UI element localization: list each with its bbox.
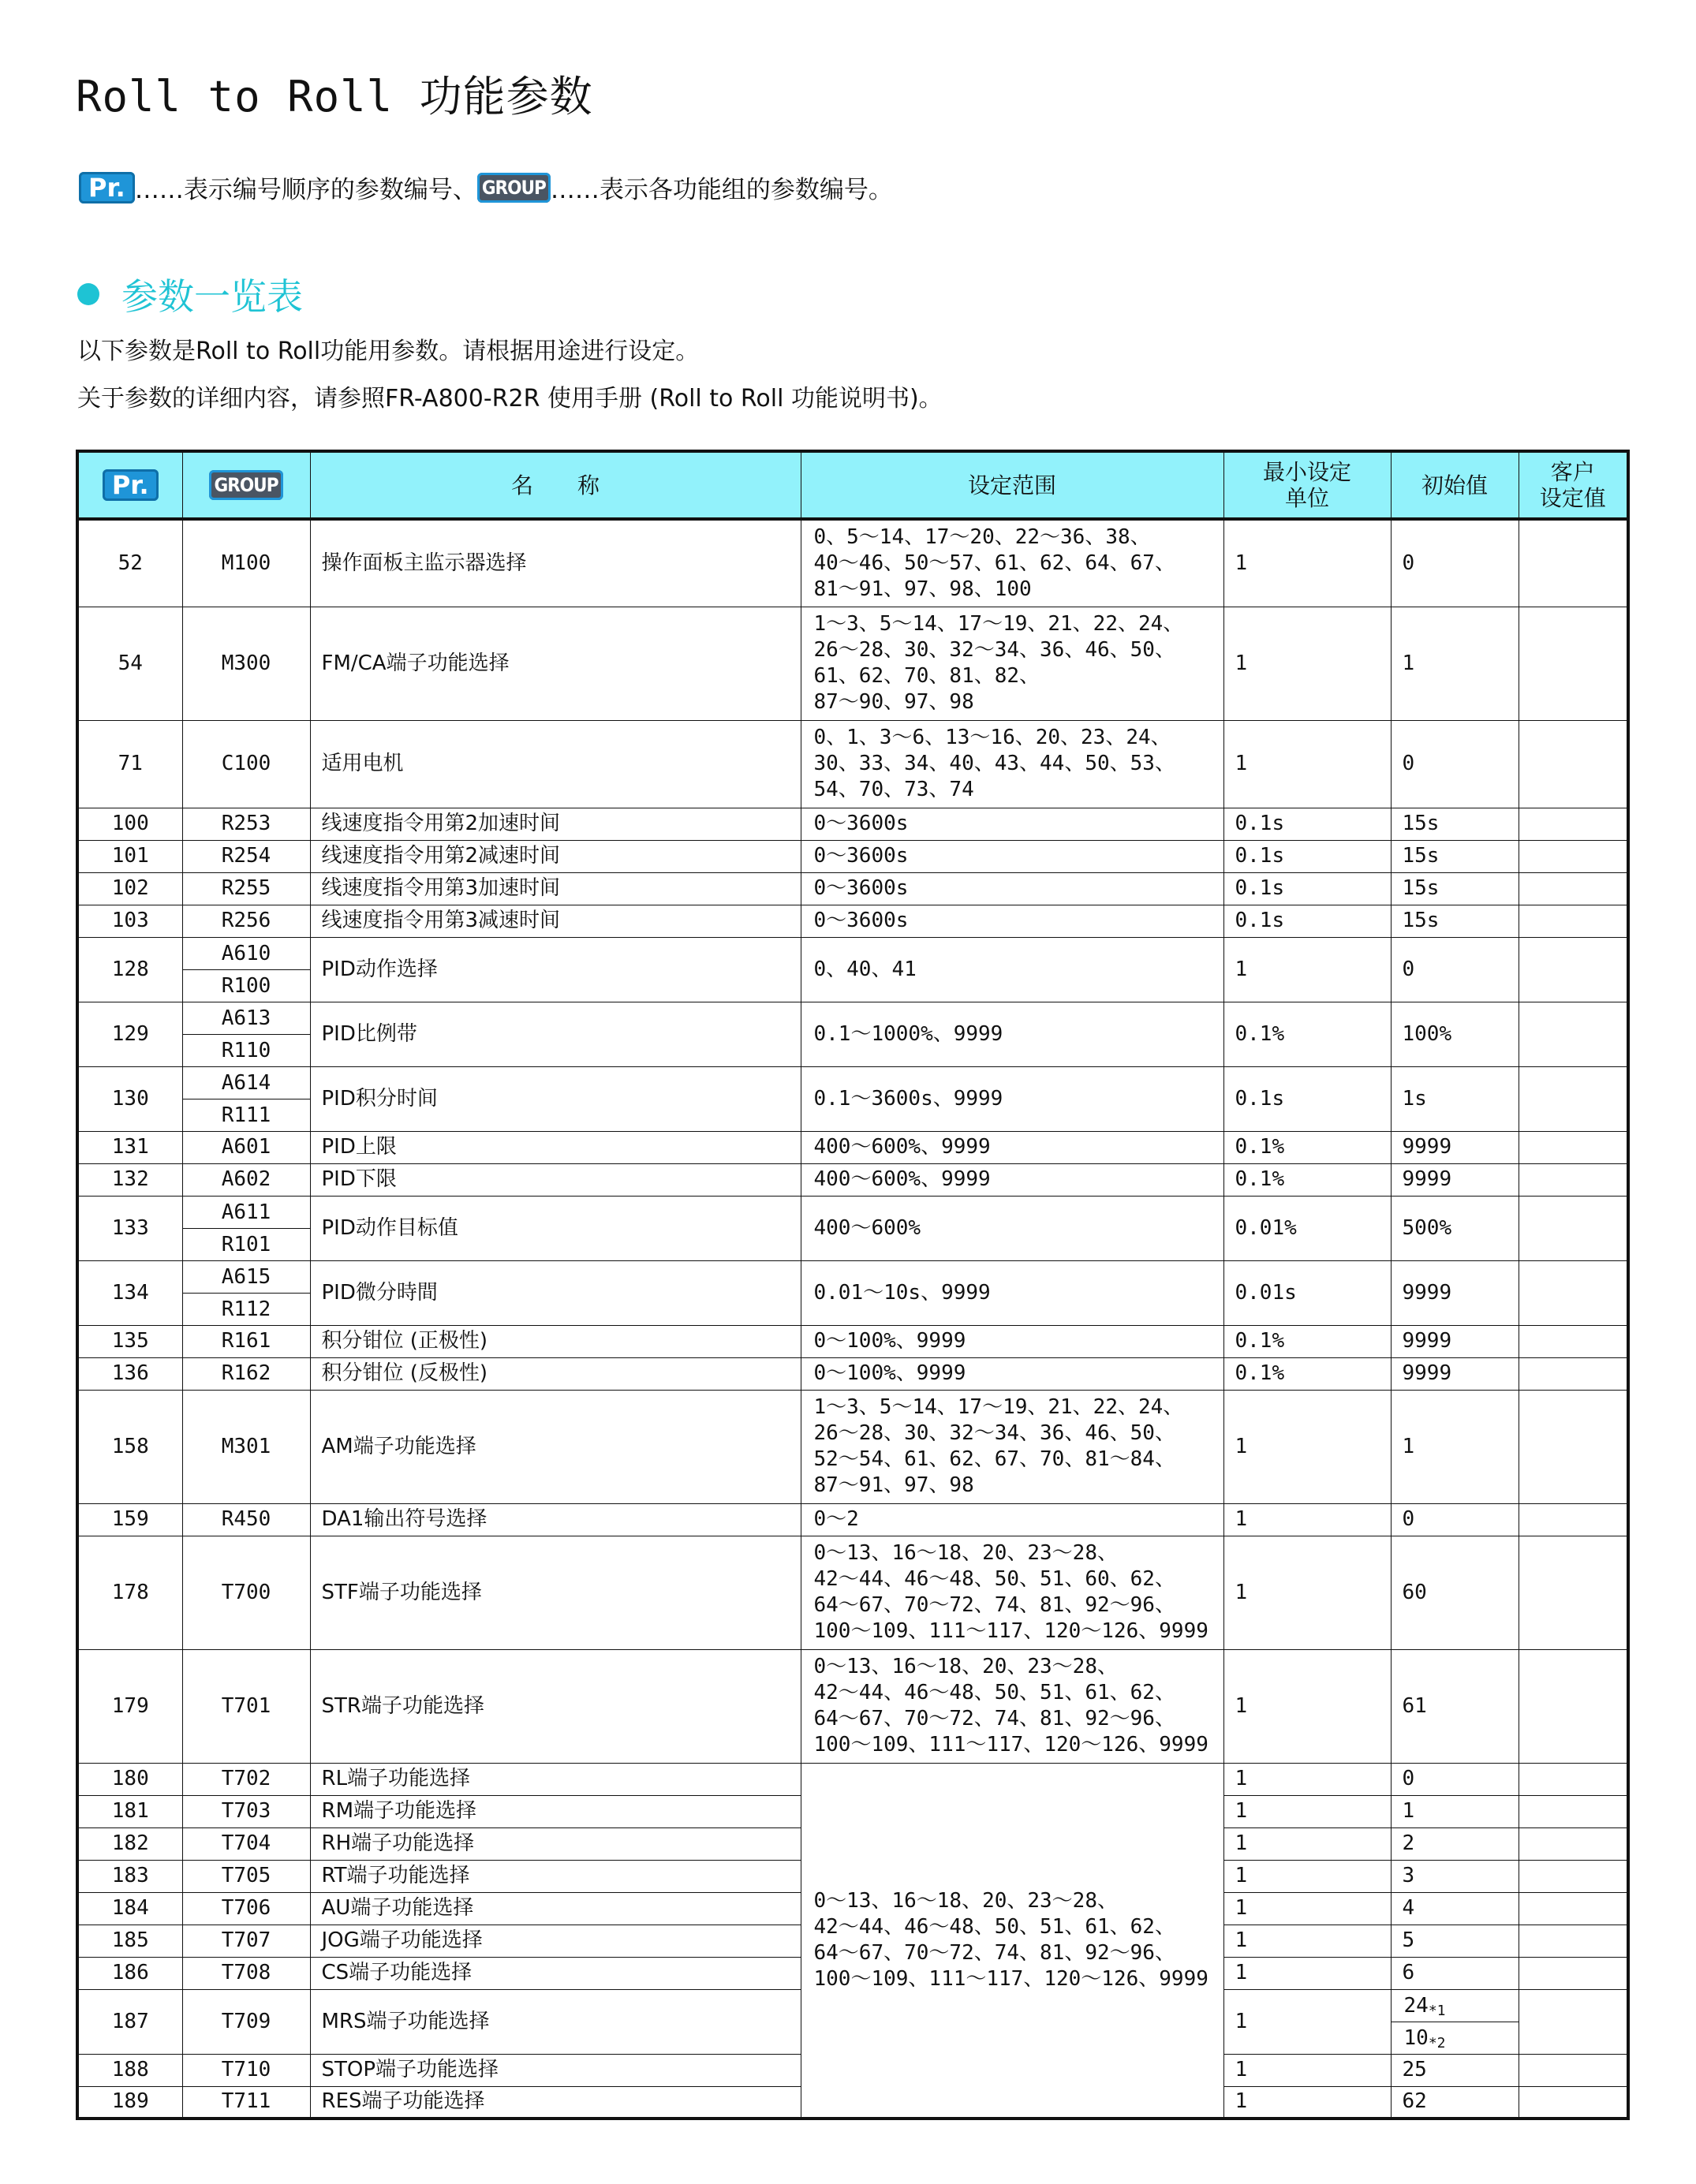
cell-initial: 9999 (1391, 1260, 1519, 1325)
page-title: Roll to Roll 功能参数 (76, 72, 593, 121)
cell-customer (1519, 872, 1628, 905)
cell-range: 400～600%、9999 (801, 1131, 1223, 1163)
cell-name: RM端子功能选择 (310, 1795, 801, 1827)
table-row (77, 1002, 1628, 1066)
cell-initial: 62 (1391, 2086, 1519, 2119)
cell-pr: 186 (77, 1957, 182, 1989)
cell-min-unit: 0.1s (1223, 872, 1391, 905)
cell-min-unit: 0.1s (1223, 808, 1391, 840)
cell-customer (1519, 1390, 1628, 1503)
cell-min-unit: 1 (1223, 1827, 1391, 1860)
cell-name: 积分钳位 (正极性) (310, 1325, 801, 1357)
cell-group: T710 (182, 2054, 310, 2086)
cell-range: 0.1～1000%、9999 (801, 1002, 1223, 1066)
parameter-table (76, 450, 1630, 2120)
cell-customer (1519, 1325, 1628, 1357)
cell-group: M301 (182, 1390, 310, 1503)
cell-initial: 6 (1391, 1957, 1519, 1989)
group-code: A610 (221, 941, 271, 965)
pr-badge: Pr. (103, 469, 159, 501)
cell-initial: 2 (1391, 1827, 1519, 1860)
cell-pr: 159 (77, 1503, 182, 1536)
cell-pr: 100 (77, 808, 182, 840)
intro-line-1: 以下参数是Roll to Roll功能用参数。请根据用途进行设定。 (77, 338, 700, 365)
cell-name: STR端子功能选择 (310, 1649, 801, 1763)
cell-initial: 5 (1391, 1925, 1519, 1957)
cell-customer (1519, 720, 1628, 808)
cell-group: T700 (182, 1536, 310, 1649)
cell-customer (1519, 808, 1628, 840)
cell-initial: 9999 (1391, 1131, 1519, 1163)
table-row (77, 1260, 1628, 1325)
cell-name: STOP端子功能选择 (310, 2054, 801, 2086)
cell-customer (1519, 905, 1628, 937)
cell-initial: 3 (1391, 1860, 1519, 1892)
cell-min-unit: 1 (1223, 1390, 1391, 1503)
cell-customer (1519, 1357, 1628, 1390)
cell-initial (1391, 1989, 1519, 2054)
cell-range: 0～13、16～18、20、23～28、 42～44、46～48、50、51、60、62、 64～67、70～72、74、81、92～96、 100～109、111～117、120～126、9999 (801, 1536, 1223, 1649)
cell-initial: 15s (1391, 872, 1519, 905)
cell-initial: 9999 (1391, 1357, 1519, 1390)
cell-initial: 0 (1391, 720, 1519, 808)
legend-pr-text: ……表示编号顺序的参数编号、 (134, 176, 477, 204)
cell-min-unit: 1 (1223, 519, 1391, 607)
table-row (77, 1163, 1628, 1196)
table-row (77, 1325, 1628, 1357)
cell-min-unit: 1 (1223, 2054, 1391, 2086)
cell-group: M100 (182, 519, 310, 607)
table-row (77, 937, 1628, 1002)
cell-pr: 132 (77, 1163, 182, 1196)
cell-pr: 188 (77, 2054, 182, 2086)
cell-min-unit: 1 (1223, 1503, 1391, 1536)
cell-customer (1519, 2054, 1628, 2086)
cell-initial: 61 (1391, 1649, 1519, 1763)
cell-pr: 185 (77, 1925, 182, 1957)
cell-group: R256 (182, 905, 310, 937)
table-row (77, 1649, 1628, 1763)
cell-customer (1519, 1131, 1628, 1163)
cell-range: 0～2 (801, 1503, 1223, 1536)
cell-range-shared: 0～13、16～18、20、23～28、 42～44、46～48、50、51、61、62、 64～67、70～72、74、81、92～96、 100～109、111～117、120～126、9999 (801, 1763, 1223, 2119)
cell-name: CS端子功能选择 (310, 1957, 801, 1989)
cell-customer (1519, 937, 1628, 1002)
cell-pr: 135 (77, 1325, 182, 1357)
table-row (77, 808, 1628, 840)
cell-customer (1519, 1503, 1628, 1536)
cell-group: R450 (182, 1503, 310, 1536)
cell-customer (1519, 1925, 1628, 1957)
cell-group: R253 (182, 808, 310, 840)
cell-group: M300 (182, 607, 310, 720)
cell-name: RT端子功能选择 (310, 1860, 801, 1892)
cell-min-unit: 0.1s (1223, 905, 1391, 937)
cell-customer (1519, 1860, 1628, 1892)
group-code: R100 (183, 969, 310, 1002)
legend-group-text: ……表示各功能组的参数编号。 (550, 176, 893, 204)
cell-min-unit: 1 (1223, 1860, 1391, 1892)
header-initial: 初始值 (1391, 451, 1519, 519)
table-row (77, 840, 1628, 872)
cell-name: 操作面板主监示器选择 (310, 519, 801, 607)
cell-pr: 130 (77, 1066, 182, 1131)
cell-pr: 54 (77, 607, 182, 720)
cell-pr: 134 (77, 1260, 182, 1325)
cell-min-unit: 1 (1223, 1536, 1391, 1649)
cell-group: T701 (182, 1649, 310, 1763)
table-row (77, 1503, 1628, 1536)
header-customer: 客户 设定值 (1519, 451, 1628, 519)
cell-name: RH端子功能选择 (310, 1827, 801, 1860)
cell-min-unit: 0.1% (1223, 1325, 1391, 1357)
cell-initial: 1 (1391, 607, 1519, 720)
cell-group: R255 (182, 872, 310, 905)
cell-min-unit: 1 (1223, 1989, 1391, 2054)
intro-line-2: 关于参数的详细内容，请参照FR-A800-R2R 使用手册 (Roll to Roll 功能说明书)。 (77, 385, 943, 413)
cell-name: PID动作目标值 (310, 1196, 801, 1260)
cell-range: 0、5～14、17～20、22～36、38、 40～46、50～57、61、62、64、67、 81～91、97、98、100 (801, 519, 1223, 607)
cell-initial: 15s (1391, 905, 1519, 937)
cell-range: 0～100%、9999 (801, 1357, 1223, 1390)
cell-name: 线速度指令用第2加速时间 (310, 808, 801, 840)
cell-group (182, 937, 310, 1002)
cell-group: C100 (182, 720, 310, 808)
legend (79, 170, 893, 205)
cell-min-unit: 1 (1223, 607, 1391, 720)
cell-name: PID积分时间 (310, 1066, 801, 1131)
cell-min-unit: 1 (1223, 1925, 1391, 1957)
cell-group: T708 (182, 1957, 310, 1989)
cell-pr: 103 (77, 905, 182, 937)
cell-initial: 4 (1391, 1892, 1519, 1925)
cell-name: 积分钳位 (反极性) (310, 1357, 801, 1390)
initial-value: 24$^{*1}$ (1403, 1993, 1446, 2019)
cell-initial: 15s (1391, 808, 1519, 840)
cell-customer (1519, 1196, 1628, 1260)
group-code: R111 (183, 1099, 310, 1131)
cell-pr: 136 (77, 1357, 182, 1390)
cell-customer (1519, 1002, 1628, 1066)
cell-name: 适用电机 (310, 720, 801, 808)
section-title: 参数一览表 (121, 275, 303, 318)
cell-pr: 178 (77, 1536, 182, 1649)
table-row (77, 720, 1628, 808)
cell-initial: 0 (1391, 519, 1519, 607)
cell-group: T707 (182, 1925, 310, 1957)
cell-range: 0～3600s (801, 872, 1223, 905)
table-row (77, 905, 1628, 937)
cell-customer (1519, 1649, 1628, 1763)
cell-min-unit: 0.1s (1223, 1066, 1391, 1131)
table-row (77, 872, 1628, 905)
group-code: R110 (183, 1034, 310, 1066)
cell-pr: 158 (77, 1390, 182, 1503)
cell-range: 400～600% (801, 1196, 1223, 1260)
cell-group: T705 (182, 1860, 310, 1892)
cell-customer (1519, 519, 1628, 607)
section-heading (77, 268, 303, 320)
cell-pr: 71 (77, 720, 182, 808)
pr-badge: Pr. (79, 172, 135, 203)
group-code: A615 (221, 1264, 271, 1289)
cell-min-unit: 1 (1223, 1795, 1391, 1827)
cell-name: RL端子功能选择 (310, 1763, 801, 1795)
header-group (182, 451, 310, 519)
cell-initial: 1 (1391, 1795, 1519, 1827)
cell-group: R162 (182, 1357, 310, 1390)
cell-name: JOG端子功能选择 (310, 1925, 801, 1957)
cell-pr: 179 (77, 1649, 182, 1763)
group-badge: GROUP (477, 173, 551, 203)
cell-min-unit: 1 (1223, 2086, 1391, 2119)
group-code: A614 (221, 1070, 271, 1095)
cell-name: 线速度指令用第2减速时间 (310, 840, 801, 872)
cell-pr: 131 (77, 1131, 182, 1163)
group-badge: GROUP (209, 470, 282, 500)
cell-initial: 1 (1391, 1390, 1519, 1503)
cell-min-unit: 0.1% (1223, 1163, 1391, 1196)
cell-initial: 0 (1391, 1763, 1519, 1795)
cell-customer (1519, 2086, 1628, 2119)
header-range: 设定范围 (801, 451, 1223, 519)
cell-range: 0～13、16～18、20、23～28、 42～44、46～48、50、51、61、62、 64～67、70～72、74、81、92～96、 100～109、111～117、120～126、9999 (801, 1649, 1223, 1763)
cell-initial: 0 (1391, 1503, 1519, 1536)
cell-range: 0～3600s (801, 905, 1223, 937)
cell-initial: 500% (1391, 1196, 1519, 1260)
cell-customer (1519, 1536, 1628, 1649)
initial-value: 10$^{*2}$ (1392, 2022, 1519, 2054)
cell-min-unit: 0.01s (1223, 1260, 1391, 1325)
cell-min-unit: 0.01% (1223, 1196, 1391, 1260)
cell-name: FM/CA端子功能选择 (310, 607, 801, 720)
cell-group (182, 1066, 310, 1131)
table-row (77, 1131, 1628, 1163)
cell-range: 0、1、3～6、13～16、20、23、24、 30、33、34、40、43、44、50、53、 54、70、73、74 (801, 720, 1223, 808)
cell-pr: 181 (77, 1795, 182, 1827)
cell-pr: 129 (77, 1002, 182, 1066)
cell-customer (1519, 1795, 1628, 1827)
table-row (77, 1066, 1628, 1131)
cell-range: 0～3600s (801, 808, 1223, 840)
group-code: R112 (183, 1293, 310, 1325)
cell-name: PID比例带 (310, 1002, 801, 1066)
cell-initial: 9999 (1391, 1163, 1519, 1196)
cell-pr: 187 (77, 1989, 182, 2054)
cell-name: PID上限 (310, 1131, 801, 1163)
cell-min-unit: 1 (1223, 1892, 1391, 1925)
cell-customer (1519, 840, 1628, 872)
cell-group: R161 (182, 1325, 310, 1357)
cell-group: T703 (182, 1795, 310, 1827)
cell-min-unit: 1 (1223, 1957, 1391, 1989)
cell-customer (1519, 1827, 1628, 1860)
cell-min-unit: 0.1% (1223, 1357, 1391, 1390)
header-name: 名 称 (310, 451, 801, 519)
cell-group: T704 (182, 1827, 310, 1860)
table-row (77, 1763, 1628, 1795)
cell-range: 0～3600s (801, 840, 1223, 872)
cell-initial: 25 (1391, 2054, 1519, 2086)
cell-group (182, 1196, 310, 1260)
header-pr (77, 451, 182, 519)
cell-group: R254 (182, 840, 310, 872)
group-code: R101 (183, 1228, 310, 1260)
table-row (77, 1196, 1628, 1260)
cell-name: PID下限 (310, 1163, 801, 1196)
table-row (77, 1390, 1628, 1503)
table-row (77, 519, 1628, 607)
cell-range: 1～3、5～14、17～19、21、22、24、 26～28、30、32～34、36、46、50、 52～54、61、62、67、70、81～84、 87～91、97、98 (801, 1390, 1223, 1503)
cell-name: PID动作选择 (310, 937, 801, 1002)
cell-customer (1519, 1066, 1628, 1131)
cell-pr: 101 (77, 840, 182, 872)
cell-name: DA1输出符号选择 (310, 1503, 801, 1536)
cell-range: 0.01～10s、9999 (801, 1260, 1223, 1325)
cell-name: RES端子功能选择 (310, 2086, 801, 2119)
cell-initial: 60 (1391, 1536, 1519, 1649)
cell-initial: 1s (1391, 1066, 1519, 1131)
cell-pr: 133 (77, 1196, 182, 1260)
cell-range: 1～3、5～14、17～19、21、22、24、 26～28、30、32～34、36、46、50、 61、62、70、81、82、 87～90、97、98 (801, 607, 1223, 720)
cell-name: AM端子功能选择 (310, 1390, 801, 1503)
group-code: A611 (221, 1200, 271, 1224)
cell-pr: 128 (77, 937, 182, 1002)
cell-initial: 15s (1391, 840, 1519, 872)
cell-group: T702 (182, 1763, 310, 1795)
cell-group: T709 (182, 1989, 310, 2054)
cell-min-unit: 1 (1223, 937, 1391, 1002)
cell-group: A602 (182, 1163, 310, 1196)
table-row (77, 607, 1628, 720)
cell-pr: 183 (77, 1860, 182, 1892)
cell-name: PID微分時間 (310, 1260, 801, 1325)
cell-customer (1519, 1763, 1628, 1795)
table-header-row (77, 451, 1628, 519)
cell-name: STF端子功能选择 (310, 1536, 801, 1649)
cell-group (182, 1002, 310, 1066)
cell-pr: 180 (77, 1763, 182, 1795)
bullet-icon (77, 283, 99, 305)
cell-customer (1519, 1989, 1628, 2054)
cell-customer (1519, 1892, 1628, 1925)
table-row (77, 1536, 1628, 1649)
cell-range: 0、40、41 (801, 937, 1223, 1002)
cell-pr: 189 (77, 2086, 182, 2119)
cell-range: 0.1～3600s、9999 (801, 1066, 1223, 1131)
cell-name: 线速度指令用第3减速时间 (310, 905, 801, 937)
cell-customer (1519, 607, 1628, 720)
cell-initial: 9999 (1391, 1325, 1519, 1357)
cell-name: 线速度指令用第3加速时间 (310, 872, 801, 905)
cell-min-unit: 0.1% (1223, 1131, 1391, 1163)
cell-name: AU端子功能选择 (310, 1892, 801, 1925)
cell-pr: 184 (77, 1892, 182, 1925)
cell-group: A601 (182, 1131, 310, 1163)
cell-customer (1519, 1163, 1628, 1196)
cell-min-unit: 1 (1223, 720, 1391, 808)
cell-range: 0～100%、9999 (801, 1325, 1223, 1357)
cell-name: MRS端子功能选择 (310, 1989, 801, 2054)
cell-customer (1519, 1260, 1628, 1325)
cell-range: 400～600%、9999 (801, 1163, 1223, 1196)
cell-pr: 182 (77, 1827, 182, 1860)
group-code: A613 (221, 1006, 271, 1030)
cell-group: T706 (182, 1892, 310, 1925)
table-row (77, 1357, 1628, 1390)
cell-min-unit: 1 (1223, 1763, 1391, 1795)
cell-group: T711 (182, 2086, 310, 2119)
cell-pr: 102 (77, 872, 182, 905)
cell-customer (1519, 1957, 1628, 1989)
cell-group (182, 1260, 310, 1325)
cell-initial: 100% (1391, 1002, 1519, 1066)
cell-pr: 52 (77, 519, 182, 607)
cell-min-unit: 1 (1223, 1649, 1391, 1763)
cell-initial: 0 (1391, 937, 1519, 1002)
cell-min-unit: 0.1% (1223, 1002, 1391, 1066)
header-min-unit: 最小设定 单位 (1223, 451, 1391, 519)
cell-min-unit: 0.1s (1223, 840, 1391, 872)
